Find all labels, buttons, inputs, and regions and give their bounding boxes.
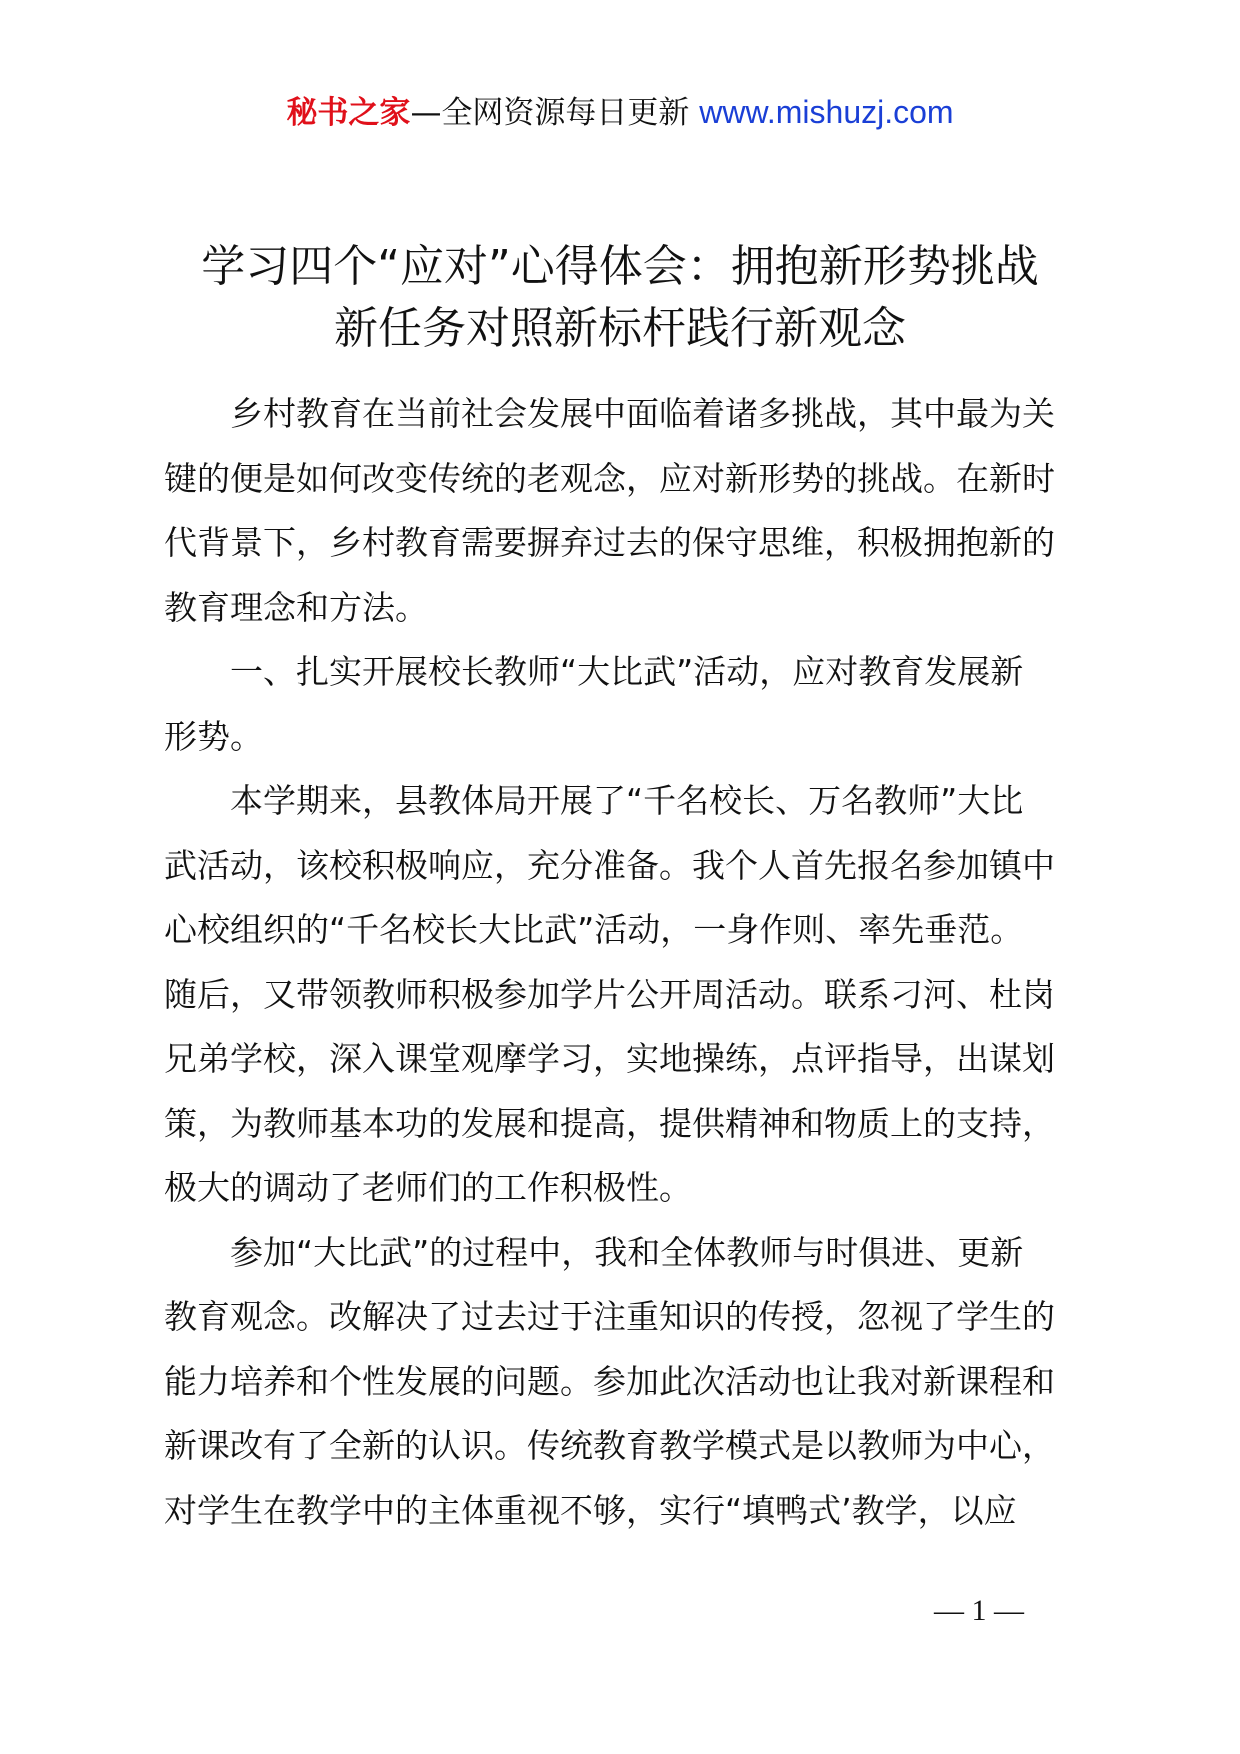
body-line: 策，为教师基本功的发展和提高，提供精神和物质上的支持， [164,1103,1055,1143]
brand-name: 秘书之家 [286,95,411,131]
body-line: 心校组织的“千名校长大比武”活动，一身作则、率先垂范。 [164,910,1024,949]
document-title [150,236,1090,360]
body-line: 随后，又带领教师积极参加学片公开周活动。联系刁河、杜岗 [164,974,1055,1014]
body-line: 对学生在教学中的主体重视不够，实行“填鸭式’教学，以应 [164,1490,1017,1530]
body-line: 兄弟学校，深入课堂观摩学习，实地操练，点评指导，出谋划 [164,1039,1055,1078]
body-line: 代背景下，乡村教育需要摒弃过去的保守思维，积极拥抱新的 [164,523,1055,562]
page-number: — 1 — [934,1594,1024,1627]
title-line-1: 学习四个“应对”心得体会：拥抱新形势挑战 [201,241,1039,292]
body-line: 教育观念。改解决了过去过于注重知识的传授，忽视了学生的 [164,1297,1055,1336]
site-url-link[interactable]: www.mishuzj.com [699,94,954,130]
body-line: 参加“大比武”的过程中，我和全体教师与时俱进、更新 [230,1232,1024,1272]
document-body [164,382,1084,1543]
body-line: 武活动，该校积极响应，充分准备。我个人首先报名参加镇中 [164,845,1055,885]
body-line: 键的便是如何改变传统的老观念，应对新形势的挑战。在新时 [164,458,1055,498]
section-heading-line: 一、扎实开展校长教师“大比武”活动，应对教育发展新 [230,652,1024,691]
header-tagline: —全网资源每日更新 [410,95,690,131]
body-line: 乡村教育在当前社会发展中面临着诸多挑战，其中最为关 [230,394,1055,433]
body-line: 新课改有了全新的认识。传统教育教学模式是以教师为中心， [164,1426,1055,1465]
body-line: 本学期来，县教体局开展了“千名校长、万名教师”大比 [230,781,1024,820]
body-line: 教育理念和方法。 [164,587,428,627]
site-header [0,92,1240,133]
section-heading-line: 形势。 [164,716,263,756]
body-line: 能力培养和个性发展的问题。参加此次活动也让我对新课程和 [164,1361,1055,1401]
body-line: 极大的调动了老师们的工作积极性。 [164,1168,692,1207]
title-line-2: 新任务对照新标杆践行新观念 [334,303,906,354]
